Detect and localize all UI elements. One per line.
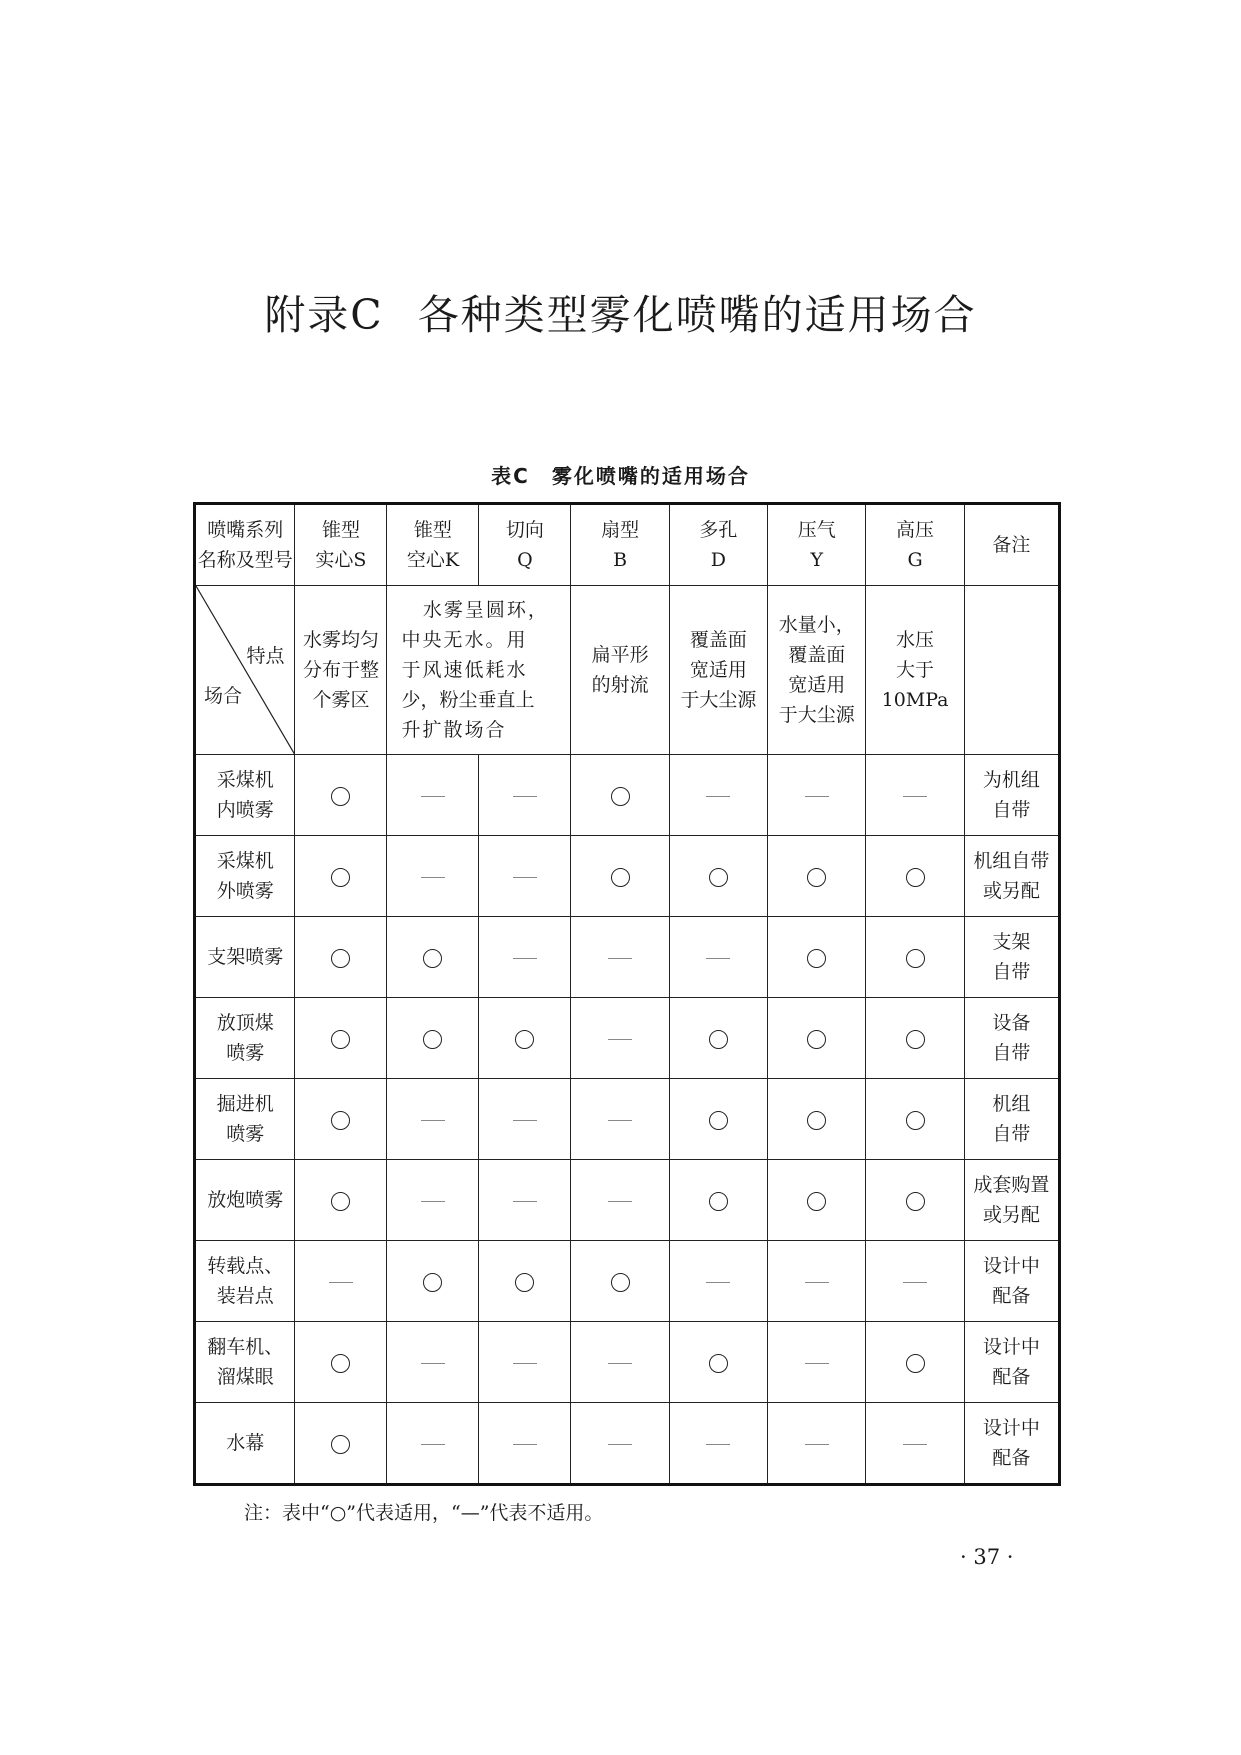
appendix-label: 附录C — [264, 291, 384, 339]
applicable-cell — [866, 1322, 964, 1403]
place-cell: 放顶煤 喷雾 — [195, 998, 295, 1079]
circle-icon — [906, 1030, 925, 1049]
table-caption-text: 雾化喷嘴的适用场合 — [551, 464, 750, 488]
not-applicable-cell — [479, 1403, 571, 1485]
circle-icon — [331, 949, 350, 968]
dash-icon — [608, 1120, 632, 1121]
circle-icon — [331, 1192, 350, 1211]
table-row — [195, 1322, 1060, 1403]
not-applicable-cell — [387, 836, 479, 917]
circle-icon — [331, 868, 350, 887]
remark-cell: 支架 自带 — [964, 917, 1059, 998]
not-applicable-cell — [571, 917, 669, 998]
not-applicable-cell — [571, 1403, 669, 1485]
dash-icon — [706, 1282, 730, 1283]
feature-row — [195, 586, 1060, 755]
dash-icon — [805, 1363, 829, 1364]
feature-cell-solid: 水雾均匀 分布于整 个雾区 — [295, 586, 387, 755]
not-applicable-cell — [387, 1160, 479, 1241]
applicable-cell — [571, 1241, 669, 1322]
not-applicable-cell — [669, 917, 767, 998]
feature-cell-fan: 扁平形 的射流 — [571, 586, 669, 755]
dash-icon — [706, 796, 730, 797]
not-applicable-cell — [479, 1079, 571, 1160]
circle-icon — [611, 868, 630, 887]
applicable-cell — [571, 836, 669, 917]
not-applicable-cell — [387, 1403, 479, 1485]
dash-icon — [903, 796, 927, 797]
feature-cell-remark — [964, 586, 1059, 755]
dash-icon — [706, 1444, 730, 1445]
dash-icon — [421, 1120, 445, 1121]
table-caption — [0, 460, 1241, 489]
feature-cell-air: 水量小， 覆盖面 宽适用 于大尘源 — [768, 586, 866, 755]
applicable-cell — [866, 1160, 964, 1241]
applicable-cell — [768, 998, 866, 1079]
applicable-cell — [295, 1079, 387, 1160]
dash-icon — [706, 958, 730, 959]
dash-icon — [421, 877, 445, 878]
dash-icon — [513, 1120, 537, 1121]
table-row — [195, 1403, 1060, 1485]
appendix-title: 各种类型雾化喷嘴的适用场合 — [417, 291, 977, 339]
circle-icon — [331, 1111, 350, 1130]
not-applicable-cell — [479, 1322, 571, 1403]
applicable-cell — [295, 917, 387, 998]
remark-cell: 为机组 自带 — [964, 755, 1059, 836]
diagonal-header-cell — [195, 586, 295, 755]
applicable-cell — [295, 755, 387, 836]
applicable-cell — [866, 836, 964, 917]
not-applicable-cell — [295, 1241, 387, 1322]
table-row — [195, 1160, 1060, 1241]
circle-icon — [807, 868, 826, 887]
table-row — [195, 1241, 1060, 1322]
not-applicable-cell — [571, 1160, 669, 1241]
applicable-cell — [669, 998, 767, 1079]
dash-icon — [329, 1282, 353, 1283]
dash-icon — [513, 958, 537, 959]
applicable-cell — [295, 998, 387, 1079]
circle-icon — [807, 949, 826, 968]
dash-icon — [421, 796, 445, 797]
place-cell: 采煤机 外喷雾 — [195, 836, 295, 917]
circle-icon — [423, 949, 442, 968]
header-cell: 扇型 B — [571, 504, 669, 586]
remark-cell: 成套购置 或另配 — [964, 1160, 1059, 1241]
diag-feature-label: 特点 — [246, 645, 285, 667]
circle-icon — [807, 1030, 826, 1049]
applicable-cell — [669, 836, 767, 917]
applicable-cell — [295, 1160, 387, 1241]
circle-icon — [906, 949, 925, 968]
nozzle-table — [193, 502, 1061, 1486]
remark-cell: 机组自带 或另配 — [964, 836, 1059, 917]
remark-cell: 设备 自带 — [964, 998, 1059, 1079]
not-applicable-cell — [387, 1322, 479, 1403]
not-applicable-cell — [479, 1160, 571, 1241]
table-body — [195, 755, 1060, 1485]
header-row — [195, 504, 1060, 586]
dash-icon — [421, 1363, 445, 1364]
circle-icon — [423, 1030, 442, 1049]
applicable-cell — [768, 917, 866, 998]
not-applicable-cell — [571, 998, 669, 1079]
place-cell: 掘进机 喷雾 — [195, 1079, 295, 1160]
dash-icon — [513, 1363, 537, 1364]
dash-icon — [608, 1201, 632, 1202]
circle-icon — [709, 1111, 728, 1130]
circle-icon — [709, 1354, 728, 1373]
dash-icon — [903, 1282, 927, 1283]
page-title — [0, 282, 1241, 341]
applicable-cell — [387, 1241, 479, 1322]
not-applicable-cell — [768, 1403, 866, 1485]
not-applicable-cell — [866, 755, 964, 836]
place-cell: 翻车机、 溜煤眼 — [195, 1322, 295, 1403]
circle-icon — [611, 1273, 630, 1292]
dash-icon — [513, 877, 537, 878]
header-cell: 压气 Y — [768, 504, 866, 586]
applicable-cell — [669, 1322, 767, 1403]
dash-icon — [903, 1444, 927, 1445]
applicable-cell — [669, 1079, 767, 1160]
remark-cell: 设计中 配备 — [964, 1403, 1059, 1485]
circle-icon — [807, 1192, 826, 1211]
circle-icon — [906, 1354, 925, 1373]
not-applicable-cell — [866, 1241, 964, 1322]
feature-cell-hollow: 水雾呈圆环， 中央无水。用 于风速低耗水 少，粉尘垂直上 升扩散场合 — [387, 586, 571, 755]
place-cell: 支架喷雾 — [195, 917, 295, 998]
not-applicable-cell — [669, 755, 767, 836]
not-applicable-cell — [768, 755, 866, 836]
circle-icon — [906, 1111, 925, 1130]
dash-icon — [421, 1444, 445, 1445]
applicable-cell — [387, 917, 479, 998]
dash-icon — [608, 1444, 632, 1445]
table-caption-label: 表C — [491, 464, 530, 488]
not-applicable-cell — [387, 1079, 479, 1160]
feature-cell-multi: 覆盖面 宽适用 于大尘源 — [669, 586, 767, 755]
dash-icon — [608, 958, 632, 959]
dash-icon — [608, 1039, 632, 1040]
circle-icon — [331, 787, 350, 806]
circle-icon — [709, 1030, 728, 1049]
applicable-cell — [295, 1403, 387, 1485]
not-applicable-cell — [479, 755, 571, 836]
page-number: · 37 · — [960, 1545, 1014, 1569]
place-cell: 转载点、 装岩点 — [195, 1241, 295, 1322]
circle-icon — [423, 1273, 442, 1292]
not-applicable-cell — [571, 1079, 669, 1160]
applicable-cell — [866, 1079, 964, 1160]
table-row — [195, 917, 1060, 998]
circle-icon — [807, 1111, 826, 1130]
header-cell: 锥型 空心K — [387, 504, 479, 586]
applicable-cell — [866, 917, 964, 998]
circle-icon — [331, 1435, 350, 1454]
circle-icon — [906, 868, 925, 887]
not-applicable-cell — [387, 755, 479, 836]
remark-cell: 设计中 配备 — [964, 1322, 1059, 1403]
dash-icon — [421, 1201, 445, 1202]
place-cell: 水幕 — [195, 1403, 295, 1485]
applicable-cell — [571, 755, 669, 836]
header-cell: 锥型 实心S — [295, 504, 387, 586]
dash-icon — [805, 1444, 829, 1445]
applicable-cell — [669, 1160, 767, 1241]
table-row — [195, 1079, 1060, 1160]
circle-icon — [331, 1354, 350, 1373]
applicable-cell — [768, 1160, 866, 1241]
not-applicable-cell — [669, 1241, 767, 1322]
applicable-cell — [768, 836, 866, 917]
dash-icon — [805, 796, 829, 797]
table-row — [195, 836, 1060, 917]
not-applicable-cell — [768, 1322, 866, 1403]
header-cell: 喷嘴系列 名称及型号 — [195, 504, 295, 586]
circle-icon — [515, 1030, 534, 1049]
not-applicable-cell — [479, 836, 571, 917]
header-cell: 高压 G — [866, 504, 964, 586]
applicable-cell — [387, 998, 479, 1079]
dash-icon — [805, 1282, 829, 1283]
dash-icon — [608, 1363, 632, 1364]
not-applicable-cell — [768, 1241, 866, 1322]
dash-icon — [513, 796, 537, 797]
not-applicable-cell — [571, 1322, 669, 1403]
feature-cell-highpressure: 水压 大于 10MPa — [866, 586, 964, 755]
remark-cell: 机组 自带 — [964, 1079, 1059, 1160]
dash-icon — [513, 1444, 537, 1445]
applicable-cell — [295, 836, 387, 917]
place-cell: 放炮喷雾 — [195, 1160, 295, 1241]
applicable-cell — [479, 1241, 571, 1322]
circle-icon — [611, 787, 630, 806]
dash-icon — [513, 1201, 537, 1202]
circle-icon — [515, 1273, 534, 1292]
table-note: 注：表中“○”代表适用，“—”代表不适用。 — [244, 1502, 604, 1524]
place-cell: 采煤机 内喷雾 — [195, 755, 295, 836]
table-row — [195, 755, 1060, 836]
applicable-cell — [866, 998, 964, 1079]
not-applicable-cell — [866, 1403, 964, 1485]
header-cell-remark: 备注 — [964, 504, 1059, 586]
not-applicable-cell — [669, 1403, 767, 1485]
header-cell: 多孔 D — [669, 504, 767, 586]
not-applicable-cell — [479, 917, 571, 998]
table-row — [195, 998, 1060, 1079]
remark-cell: 设计中 配备 — [964, 1241, 1059, 1322]
circle-icon — [709, 1192, 728, 1211]
applicable-cell — [295, 1322, 387, 1403]
applicable-cell — [479, 998, 571, 1079]
diag-place-label: 场合 — [204, 685, 243, 707]
applicable-cell — [768, 1079, 866, 1160]
circle-icon — [906, 1192, 925, 1211]
circle-icon — [709, 868, 728, 887]
header-cell: 切向 Q — [479, 504, 571, 586]
circle-icon — [331, 1030, 350, 1049]
